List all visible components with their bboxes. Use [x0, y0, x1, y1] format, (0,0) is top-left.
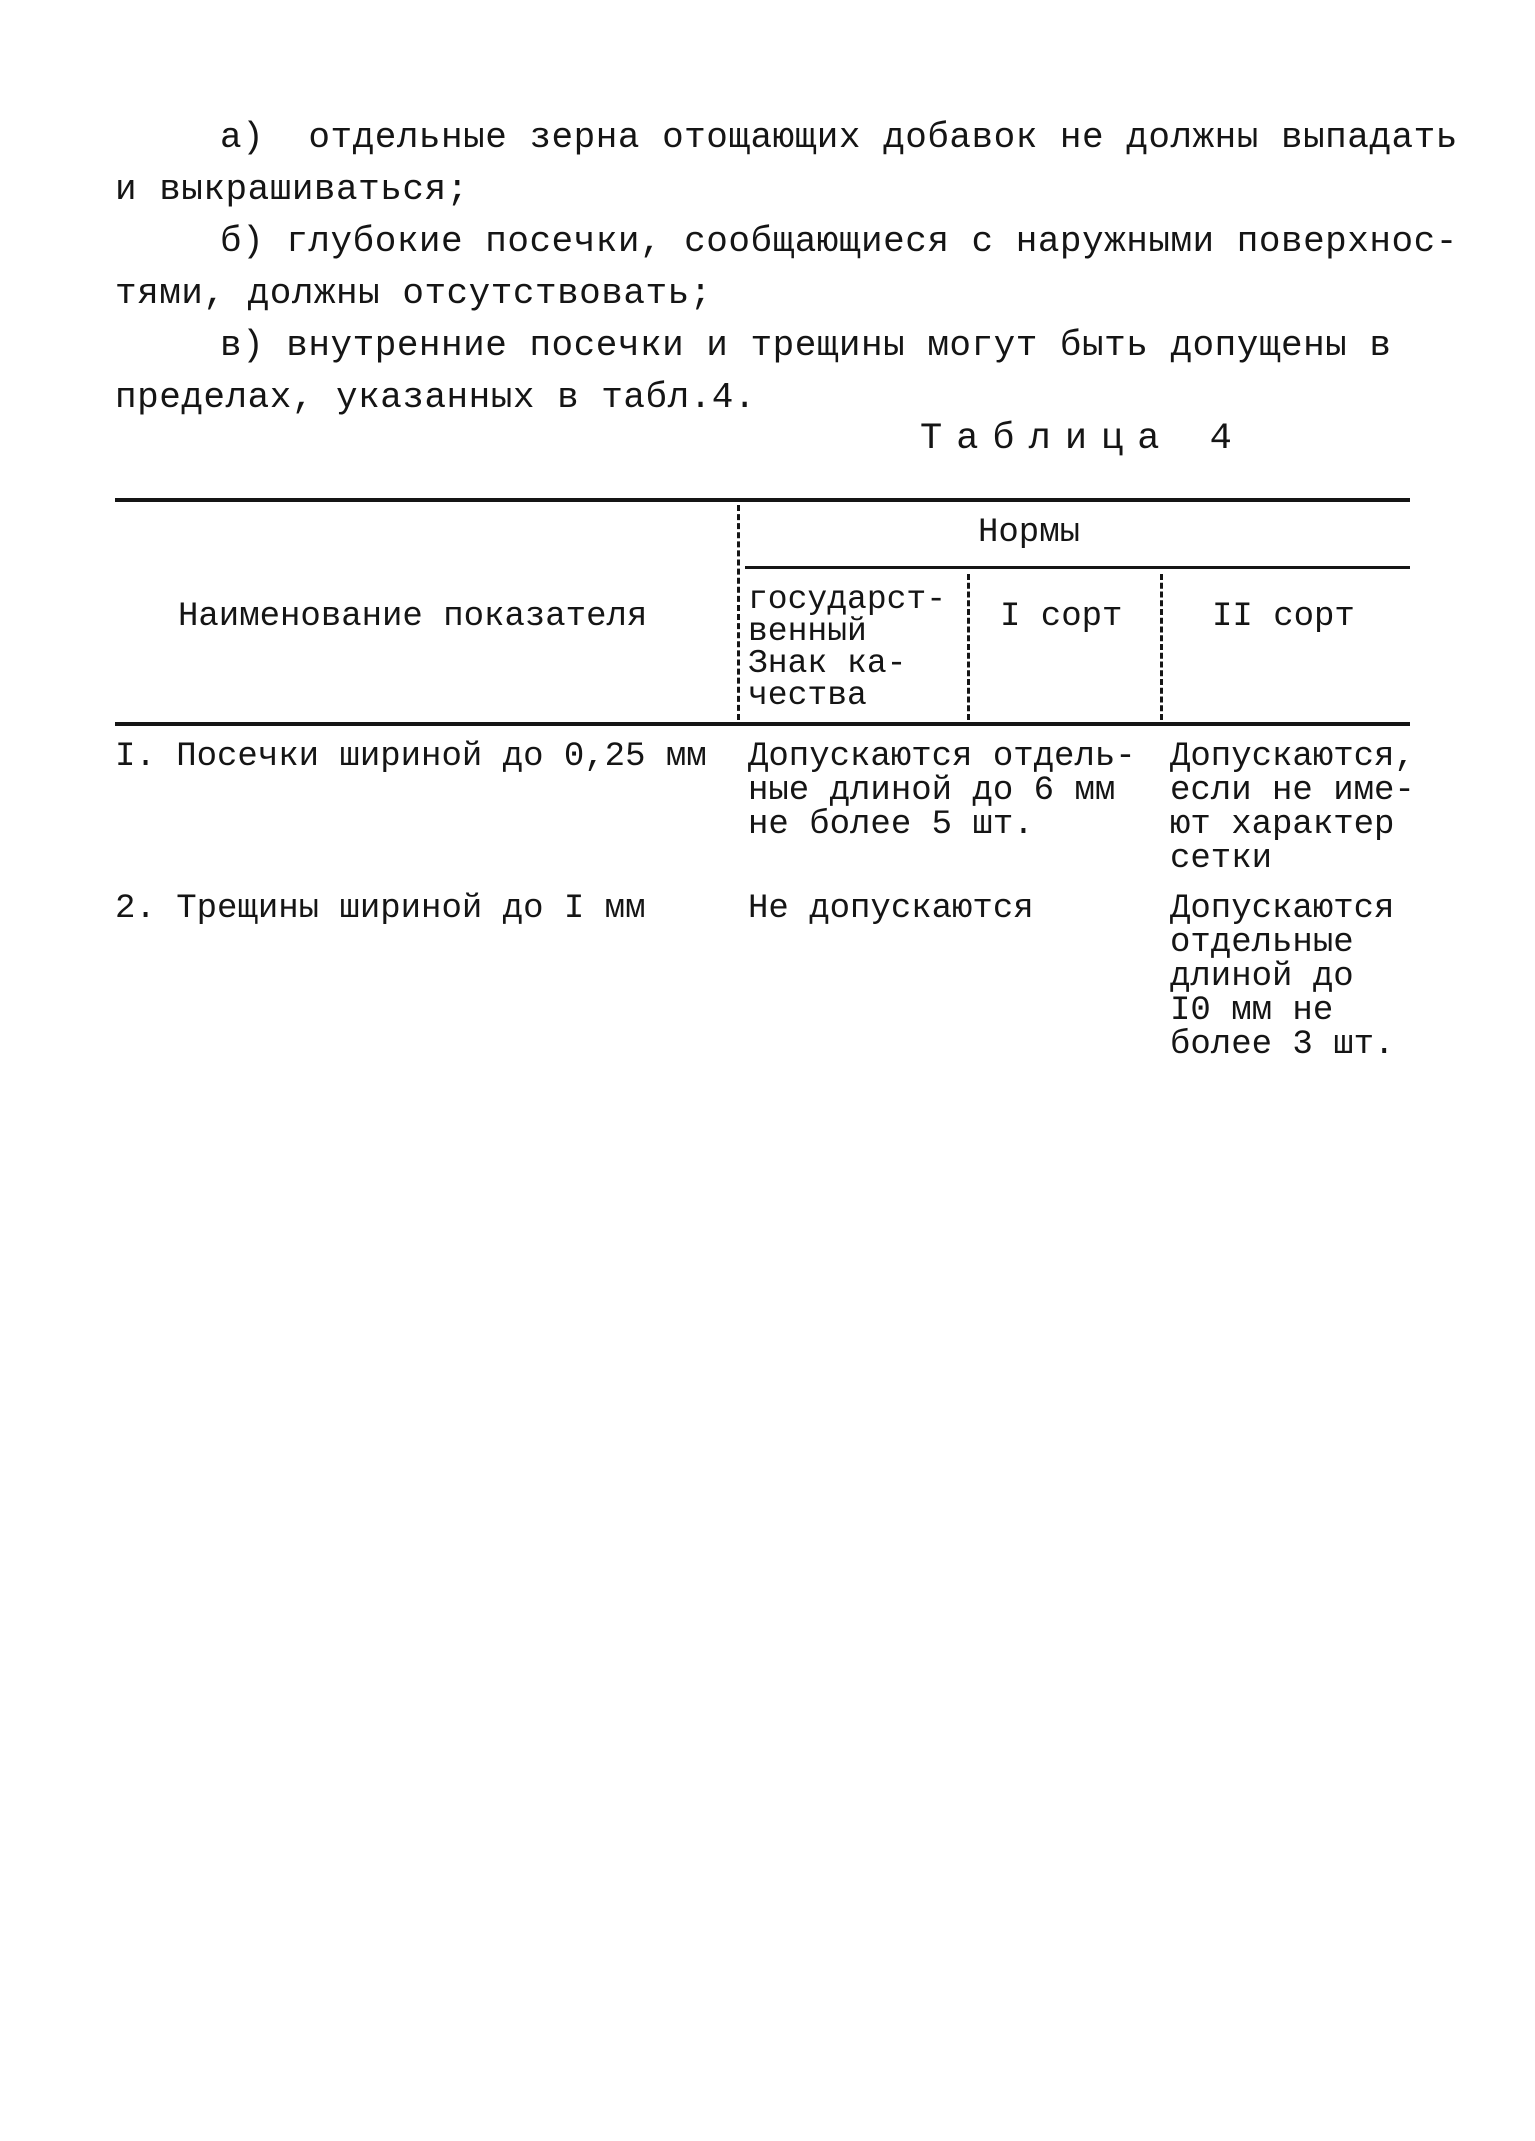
paragraph-a-line-2: и выкрашиваться;	[115, 169, 469, 210]
paragraph-a-line-1: а) отдельные зерна отощающих добавок не должны выпадать	[220, 117, 1458, 158]
row-1-quality-grade1: Допускаются отдель- ные длиной до 6 мм не более 5 шт.	[748, 738, 1136, 844]
row-1-grade2: Допускаются, если не име- ют характер сетки	[1170, 738, 1415, 878]
header-separator-3	[1160, 574, 1163, 720]
row-2-grade2: Допускаются отдельные длиной до I0 мм не более 3 шт.	[1170, 890, 1395, 1064]
header-separator-1	[737, 505, 740, 720]
paragraph-b-line-2: тями, должны отсутствовать;	[115, 273, 712, 314]
header-grade-2: II сорт	[1212, 598, 1355, 636]
row-2-quality-grade1: Не допускаются	[748, 890, 1034, 928]
table-top-rule	[115, 498, 1410, 502]
paragraph-c-line-1: в) внутренние посечки и трещины могут быть допущены в	[220, 325, 1392, 366]
paragraph-b-line-1: б) глубокие посечки, сообщающиеся с наружными поверхнос-	[220, 221, 1458, 262]
header-indicator: Наименование показателя	[178, 598, 648, 636]
paragraph-c-line-2: пределах, указанных в табл.4.	[115, 377, 757, 418]
norms-underline	[745, 566, 1410, 569]
table-title: Таблица 4	[920, 418, 1246, 460]
header-quality-mark: государст- венный Знак ка- чества	[748, 581, 947, 714]
header-separator-2	[967, 574, 970, 720]
header-grade-1: I сорт	[1000, 598, 1123, 636]
row-1-indicator: I. Посечки шириной до 0,25 мм	[115, 738, 707, 776]
header-norms: Нормы	[978, 514, 1081, 552]
row-2-indicator: 2. Трещины шириной до I мм	[115, 890, 646, 928]
header-bottom-rule	[115, 722, 1410, 726]
